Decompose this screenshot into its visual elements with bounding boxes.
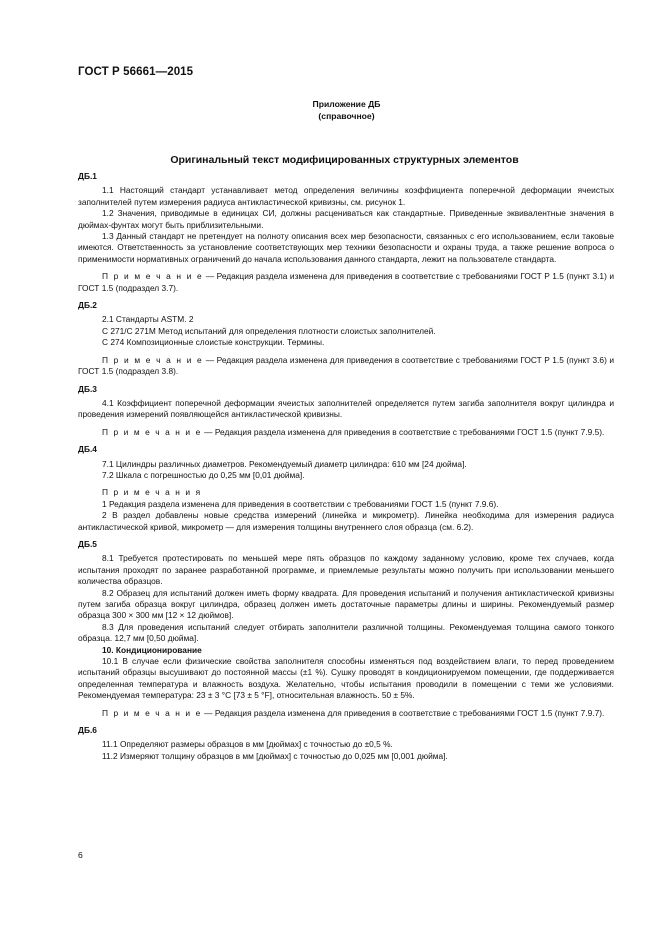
note-item: 1 Редакция раздела изменена для приведения в соответствии с требованиями ГОСТ 1.5 (пункт 7.9.6). — [102, 498, 499, 509]
page-number: 6 — [78, 850, 83, 860]
note-label: П р и м е ч а н и е — [102, 354, 204, 365]
document-code: ГОСТ Р 56661—2015 — [78, 66, 194, 78]
document-body — [78, 171, 614, 762]
note — [78, 271, 614, 294]
section-label-db3: ДБ.3 — [78, 383, 97, 394]
paragraph: 8.1 Требуется протестировать по меньшей мере пять образцов по каждому заданному условию, кроме тех случаев, когда испытания проходят по заранее разработанной программе, и приемлемые результаты можно получить при использовании меньшего количества образцов. — [78, 553, 614, 587]
paragraph: С 274 Композиционные слоистые конструкции. Термины. — [102, 337, 325, 348]
note-label: П р и м е ч а н и е — [102, 426, 202, 437]
note-label: П р и м е ч а н и е — [102, 707, 202, 718]
paragraph: 8.3 Для проведения испытаний следует отбирать заполнители различной толщины. Рекомендуемая толщина самого тонкого образца. 12,7 мм [0,50 дюйма]. — [78, 621, 614, 644]
note — [78, 708, 614, 719]
note-text: — Редакция раздела изменена для приведения в соответствие с требованиями ГОСТ Р 1.5 (пункт 3.1) и ГОСТ 1.5 (подраздел 3.7). — [78, 271, 614, 293]
paragraph: С 271/С 271М Метод испытаний для определения плотности слоистых заполнителей. — [102, 325, 436, 336]
paragraph: 8.2 Образец для испытаний должен иметь форму квадрата. Для проведения испытаний и получения антикластической кривизны путем загиба образца вокруг цилиндра, образец должен иметь достаточные параметры длины и ширины. Рекомендуемый размер образца 300 × 300 мм [12 × 12 дюймов]. — [78, 587, 614, 621]
paragraph: 11.2 Измеряют толщину образцов в мм [дюймах] с точностью до 0,025 мм [0,001 дюйма]. — [102, 750, 448, 761]
paragraph: 7.1 Цилиндры различных диаметров. Рекомендуемый диаметр цилиндра: 610 мм [24 дюйма]. — [102, 458, 467, 469]
paragraph: 1.1 Настоящий стандарт устанавливает метод определения величины коэффициента поперечной деформации ячеистых заполнителей путем измерения радиуса антикластической кривизны, см. рисунок 1. — [78, 185, 614, 207]
notes-heading: П р и м е ч а н и я — [102, 487, 202, 498]
section-label-db5: ДБ.5 — [78, 538, 97, 549]
annex-title: Приложение ДБ — [312, 99, 381, 109]
annex-subtitle: (справочное) — [318, 111, 375, 121]
note-text: — Редакция раздела изменена для приведения в соответствие с требованиями ГОСТ 1.5 (пункт 7.9.7). — [201, 707, 605, 718]
note-item: 2 В раздел добавлены новые средства измерений (линейка и микрометр). Линейка необходима для измерения радиуса антикластической кривой, микрометр — для измерения толщины внутреннего слоя образца (см. 6.2). — [78, 510, 614, 532]
note-text: — Редакция раздела изменена для приведения в соответствие с требованиями ГОСТ Р 1.5 (пункт 3.6) и ГОСТ 1.5 (подраздел 3.8). — [78, 354, 614, 377]
note — [78, 355, 614, 378]
main-title: Оригинальный текст модифицированных структурных элементов — [170, 154, 519, 166]
paragraph: 11.1 Определяют размеры образцов в мм [дюймах] с точностью до ±0,5 %. — [102, 739, 393, 750]
note-text: — Редакция раздела изменена для приведения в соответствие с требованиями ГОСТ 1.5 (пункт 7.9.5). — [201, 426, 605, 437]
paragraph: 1.2 Значения, приводимые в единицах СИ, должны расцениваться как стандартные. Приведенные эквивалентные значения в дюймах-фунтах могут быть приблизительными. — [78, 208, 614, 230]
section-label-db6: ДБ.6 — [78, 725, 97, 736]
section-label-db4: ДБ.4 — [78, 444, 97, 455]
note-label: П р и м е ч а н и е — [102, 271, 204, 282]
paragraph: 7.2 Шкала с погрешностью до 0,25 мм [0,01 дюйма]. — [102, 469, 305, 480]
paragraph: 1.3 Данный стандарт не претендует на полноту описания всех мер безопасности, связанных с его использованием, если таковые имеются. Ответственность за установление соответствующих мер техники безопасности и охраны труда, а также решение вопроса о применимости нормативных ограничений до начала использования данного стандарта, лежит на пользователе стандарта. — [78, 231, 614, 264]
note — [78, 427, 614, 438]
paragraph: 4.1 Коэффициент поперечной деформации ячеистых заполнителей определяется путем загиба заполнителя вокруг цилиндра и проведения измерений появляющейся антикластической кривизны. — [78, 397, 614, 420]
section-label-db1: ДБ.1 — [78, 171, 97, 181]
paragraph: 10.1 В случае если физические свойства заполнителя способны изменяться под воздействием влаги, то перед проведением испытаний образцы высушивают до постоянной массы (±1 %). Сушку проводят в кондиционируемом помещении, где поддерживается определенная температура и влажность воздуха. Желательно, чтобы испытания проводили в помещении с теми же условиями. Рекомендуемая температура: 23 ± 3 °C [73 ± 5 °F], относительная влажность. 50 ± 5%. — [78, 656, 614, 701]
section-label-db2: ДБ.2 — [78, 300, 97, 311]
subheading-conditioning: 10. Кондиционирование — [102, 644, 202, 655]
paragraph: 2.1 Стандарты ASTM. 2 — [102, 314, 194, 325]
